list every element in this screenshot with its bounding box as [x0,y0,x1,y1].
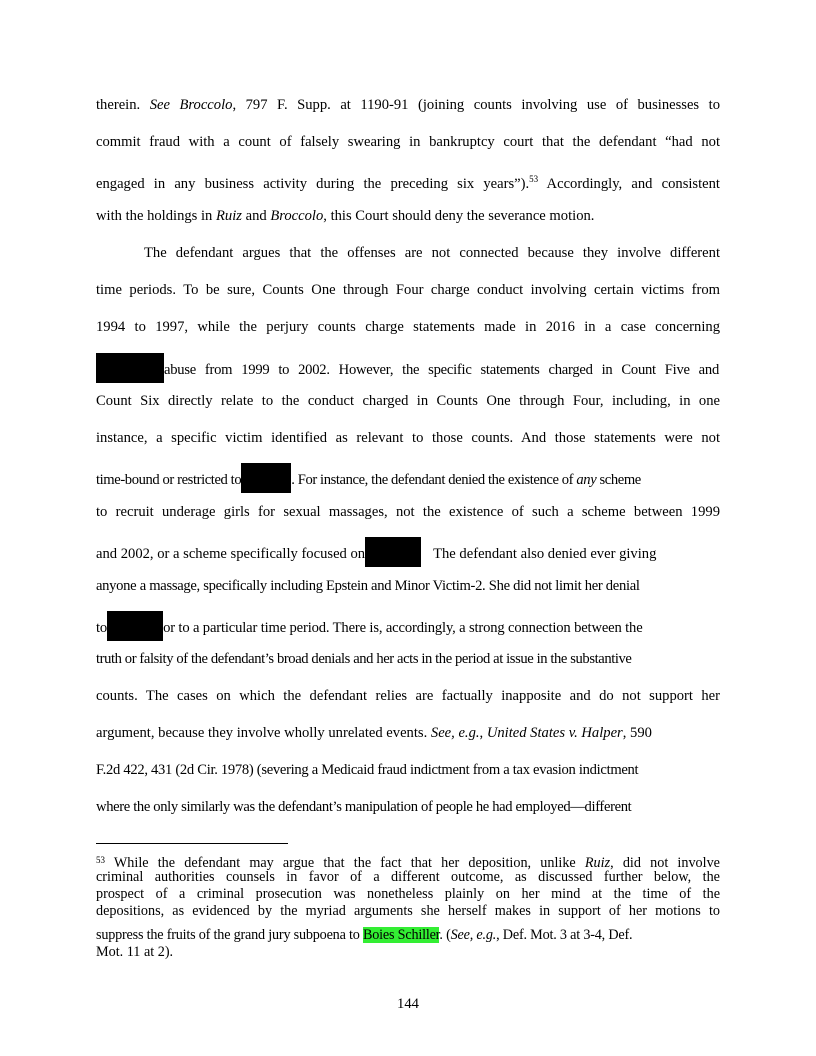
body-line-1: therein. See Broccolo, 797 F. Supp. at 1190-91 (joining counts involving use of businesses to [96,97,720,113]
body-line-13: and 2002, or a scheme specifically focused on The defendant also denied ever giving [96,537,720,567]
redaction-block [96,353,164,383]
body-line-7: 1994 to 1997, while the perjury counts charge statements made in 2016 in a case concerning [96,319,720,335]
body-line-16: truth or falsity of the defendant’s broad denials and her acts in the period at issue in the substantive [96,651,632,667]
body-line-17: counts. The cases on which the defendant relies are factually inapposite and do not support her [96,688,720,704]
body-line-10: instance, a specific victim identified as relevant to those counts. And those statements were not [96,430,720,446]
highlighted-text: Boies Schiller [363,927,440,943]
redaction-block [241,463,291,493]
body-line-9: Count Six directly relate to the conduct charged in Counts One through Four, including, in one [96,393,720,409]
footnote-line-2: criminal authorities counsels in favor of a different outcome, as discussed further below, the [96,869,720,885]
body-line-3: engaged in any business activity during the preceding six years”).$^{53}$ Accordingly, and consistent [96,174,720,192]
body-line-19: F.2d 422, 431 (2d Cir. 1978) (severing a Medicaid fraud indictment from a tax evasion indictment [96,762,639,778]
body-line-4: with the holdings in Ruiz and Broccolo, this Court should deny the severance motion. [96,208,595,224]
footnote-separator [96,843,288,844]
footnote-line-6: Mot. 11 at 2). [96,944,174,960]
body-line-6: time periods. To be sure, Counts One through Four charge conduct involving certain victims from [96,282,720,298]
body-line-14: anyone a massage, specifically including Epstein and Minor Victim-2. She did not limit her denial [96,578,640,594]
case-citation: United States v. Halper [486,725,623,741]
case-citation: See Broccolo [149,97,233,113]
body-line-5: The defendant argues that the offenses are not connected because they involve different [144,245,720,261]
page-number: 144 [397,996,419,1012]
redaction-block [107,611,163,641]
footnote-line-5: suppress the fruits of the grand jury subpoena to Boies Schiller. (See, e.g., Def. Mot. 3 at 3-4, Def. [96,927,633,943]
footnote-marker: 53 [529,174,539,184]
body-line-2: commit fraud with a count of falsely swearing in bankruptcy court that the defendant “had not [96,134,720,150]
body-line-18: argument, because they involve wholly unrelated events. See, e.g., United States v. Halper, 590 [96,725,652,741]
footnote-line-4: depositions, as evidenced by the myriad arguments she herself makes in support of her motions to [96,903,720,919]
body-line-15: to or to a particular time period. There is, accordingly, a strong connection between the [96,611,720,641]
redaction-block [365,537,421,567]
footnote-line-1: $^{53}$ While the defendant may argue that the fact that her deposition, unlike Ruiz, did not involve [96,855,720,871]
footnote-number: 53 [96,855,105,865]
footnote-line-3: prospect of a criminal prosecution was nonetheless plainly on her mind at the time of the [96,886,720,902]
body-line-11: time-bound or restricted to . For instance, the defendant denied the existence of any scheme [96,463,720,493]
body-line-8: abuse from 1999 to 2002. However, the specific statements charged in Count Five and [96,353,720,383]
body-line-12: to recruit underage girls for sexual massages, not the existence of such a scheme between 1999 [96,504,720,520]
body-line-20: where the only similarly was the defendant’s manipulation of people he had employed—different [96,799,632,815]
